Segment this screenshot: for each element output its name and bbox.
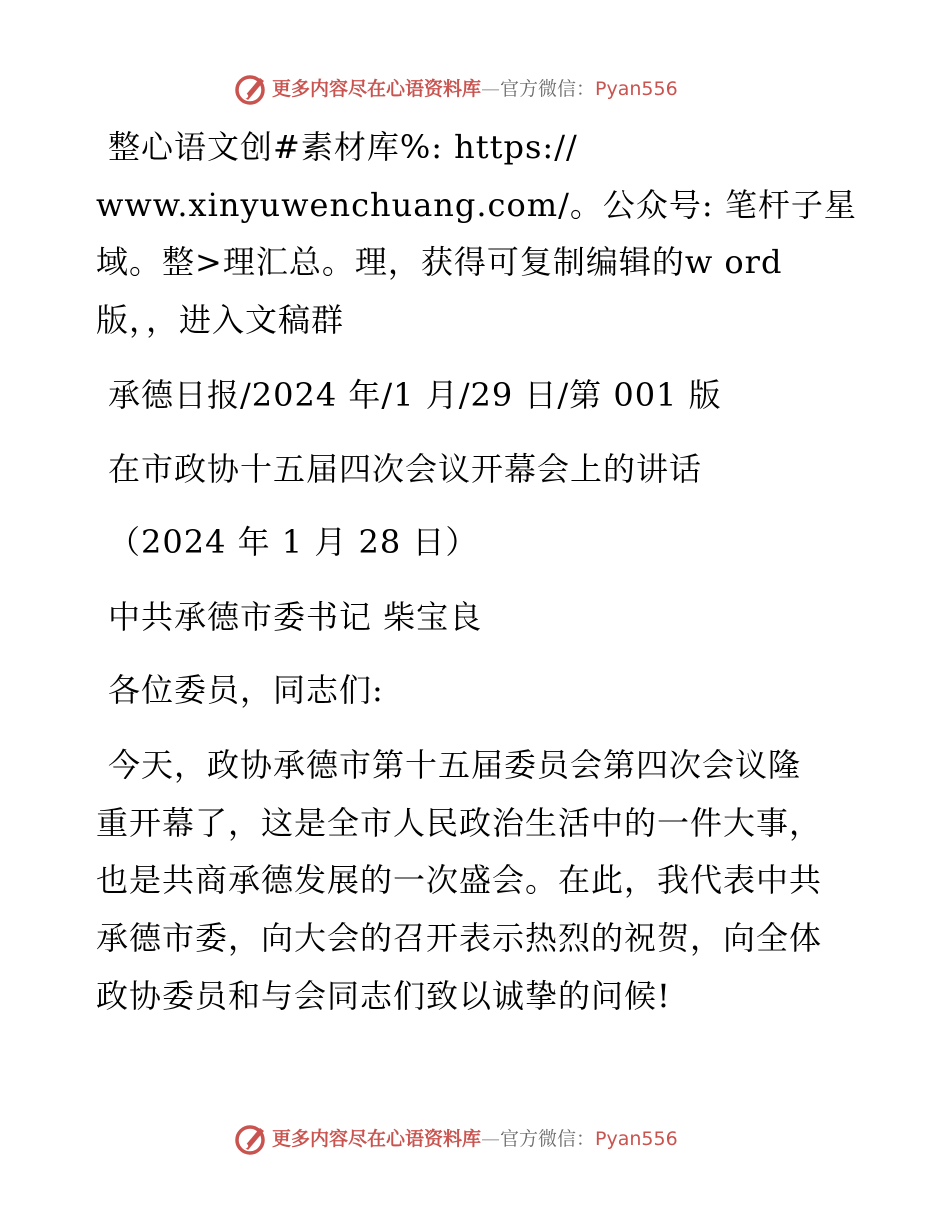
paragraph-line-1: 今天，政协承德市第十五届委员会第四次会议隆	[108, 746, 802, 784]
paragraph-line-5: 政协委员和与会同志们致以诚挚的问候!	[96, 977, 671, 1015]
footer-wechat-label: 官方微信：	[500, 1128, 596, 1150]
header-separator: —	[481, 78, 501, 100]
source-line: 承德日报/2024 年/1 月/29 日/第 001 版	[108, 376, 722, 414]
pen-logo-icon	[234, 1122, 268, 1156]
salutation: 各位委员，同志们:	[108, 671, 384, 709]
paragraph-line-3: 也是共商承德发展的一次盛会。在此，我代表中共	[96, 861, 823, 899]
paragraph-line-2: 重开幕了，这是全市人民政治生活中的一件大事，	[96, 804, 823, 842]
article-date: （2024 年 1 月 28 日）	[108, 523, 479, 561]
header-wechat-label: 官方微信：	[500, 78, 596, 100]
promo-line-4: 版，，进入文稿群	[96, 301, 345, 339]
promo-line-3: 域。整>理汇总。理，获得可复制编辑的w ord	[96, 243, 783, 281]
header-brand-text: 更多内容尽在心语资料库	[272, 78, 482, 100]
header-banner	[0, 70, 950, 110]
footer-banner	[0, 1120, 950, 1160]
footer-separator: —	[481, 1128, 501, 1150]
header-banner-text	[272, 77, 678, 101]
article-title: 在市政协十五届四次会议开幕会上的讲话	[108, 450, 703, 488]
header-wechat-id: Pyan556	[595, 78, 678, 100]
author-line: 中共承德市委书记 柴宝良	[108, 598, 483, 636]
promo-line-1: 整心语文创#素材库%: https://	[108, 128, 578, 166]
pen-logo-icon	[234, 72, 268, 106]
paragraph-line-4: 承德市委，向大会的召开表示热烈的祝贺，向全体	[96, 919, 823, 957]
footer-wechat-id: Pyan556	[595, 1128, 678, 1150]
footer-banner-text	[272, 1127, 678, 1151]
footer-brand-text: 更多内容尽在心语资料库	[272, 1128, 482, 1150]
promo-line-2: www.xinyuwenchuang.com/。公众号: 笔杆子星	[96, 186, 857, 224]
